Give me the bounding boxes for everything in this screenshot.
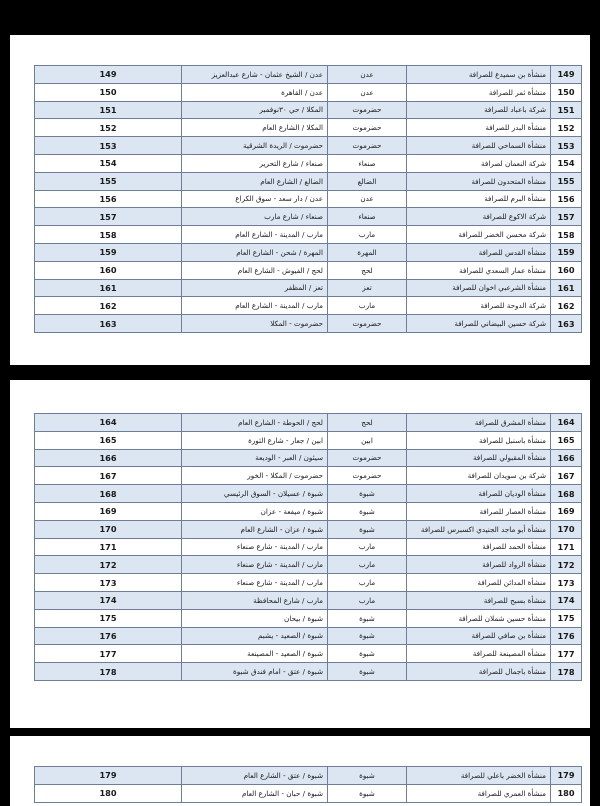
- row-number-right: 173: [551, 574, 582, 592]
- company-name-cell: منشأة الحمد للصرافة: [407, 538, 551, 556]
- row-number-right: 175: [551, 609, 582, 627]
- company-name-cell: منشأة البرم للصرافة: [407, 190, 551, 208]
- table-row: [35, 154, 582, 172]
- row-number-right: 177: [551, 645, 582, 663]
- company-name-cell: شركة حسين البيضاني للصرافة: [407, 315, 551, 333]
- row-number-left: 172: [35, 556, 182, 574]
- row-number-left: 150: [35, 83, 182, 101]
- address-cell: شبوة / عتق - امام فندق شبوة: [182, 663, 328, 681]
- governorate-cell: مارب: [328, 226, 407, 244]
- address-cell: حضرموت - المكلا: [182, 315, 328, 333]
- governorate-cell: شبوة: [328, 784, 407, 802]
- governorate-cell: ابين: [328, 431, 407, 449]
- governorate-cell: مارب: [328, 297, 407, 315]
- governorate-cell: شبوة: [328, 645, 407, 663]
- row-number-left: 179: [35, 767, 182, 785]
- governorate-cell: شبوة: [328, 520, 407, 538]
- row-number-left: 174: [35, 591, 182, 609]
- table-row: [35, 190, 582, 208]
- company-name-cell: منشأة أبو ماجد الجنيدي اكسبرس للصرافة: [407, 520, 551, 538]
- table-row: [35, 502, 582, 520]
- table-row: [35, 784, 582, 802]
- row-number-left: 167: [35, 467, 182, 485]
- row-number-right: 149: [551, 66, 582, 84]
- address-cell: عدن / الشيخ عثمان - شارع عبدالعزيز: [182, 66, 328, 84]
- governorate-cell: صنعاء: [328, 154, 407, 172]
- table-row: [35, 119, 582, 137]
- address-cell: حضرموت / المكلا - الخور: [182, 467, 328, 485]
- address-cell: مارب / المدينة - شارع صنعاء: [182, 538, 328, 556]
- company-name-cell: منشأة ثمر للصرافة: [407, 83, 551, 101]
- row-number-left: 158: [35, 226, 182, 244]
- company-name-cell: منشأة باسنبل للصرافة: [407, 431, 551, 449]
- address-cell: شبوة / عزان - الشارع العام: [182, 520, 328, 538]
- row-number-left: 159: [35, 243, 182, 261]
- exchange-table-2: [34, 413, 582, 681]
- address-cell: شبوة / عتق - الشارع العام: [182, 767, 328, 785]
- row-number-right: 171: [551, 538, 582, 556]
- governorate-cell: الضالع: [328, 172, 407, 190]
- company-name-cell: منشأة الشرعبي اخوان للصرافة: [407, 279, 551, 297]
- address-cell: شبوة / الصعيد - يشبم: [182, 627, 328, 645]
- row-number-right: 166: [551, 449, 582, 467]
- table-row: [35, 431, 582, 449]
- governorate-cell: حضرموت: [328, 101, 407, 119]
- address-cell: شبوة / الصعيد - المصينعة: [182, 645, 328, 663]
- row-number-right: 169: [551, 502, 582, 520]
- company-name-cell: منشأة الرواد للصرافة: [407, 556, 551, 574]
- governorate-cell: شبوة: [328, 609, 407, 627]
- governorate-cell: حضرموت: [328, 315, 407, 333]
- row-number-right: 180: [551, 784, 582, 802]
- row-number-left: 163: [35, 315, 182, 333]
- address-cell: مارب / المدينة - شارع صنعاء: [182, 574, 328, 592]
- row-number-right: 152: [551, 119, 582, 137]
- row-number-left: 178: [35, 663, 182, 681]
- row-number-right: 168: [551, 485, 582, 503]
- row-number-right: 151: [551, 101, 582, 119]
- table-row: [35, 279, 582, 297]
- row-number-right: 158: [551, 226, 582, 244]
- address-cell: تعز / المظفر: [182, 279, 328, 297]
- address-cell: مارب / المدينة - شارع صنعاء: [182, 556, 328, 574]
- address-cell: شبوة / حبان - الشارع العام: [182, 784, 328, 802]
- company-name-cell: منشأة بسبح للصرافة: [407, 591, 551, 609]
- row-number-left: 160: [35, 261, 182, 279]
- row-number-left: 161: [35, 279, 182, 297]
- row-number-right: 157: [551, 208, 582, 226]
- address-cell: الضالع / الشارع العام: [182, 172, 328, 190]
- table-row: [35, 591, 582, 609]
- document-page-2: [10, 380, 590, 728]
- address-cell: عدن / القاهرة: [182, 83, 328, 101]
- governorate-cell: تعز: [328, 279, 407, 297]
- governorate-cell: مارب: [328, 574, 407, 592]
- table-row: [35, 538, 582, 556]
- row-number-left: 170: [35, 520, 182, 538]
- address-cell: سيئون / العبر - الوديعة: [182, 449, 328, 467]
- company-name-cell: منشأة الوديان للصرافة: [407, 485, 551, 503]
- document-page-1: [10, 35, 590, 365]
- table-row: [35, 83, 582, 101]
- governorate-cell: صنعاء: [328, 208, 407, 226]
- address-cell: صنعاء / شارع مارب: [182, 208, 328, 226]
- governorate-cell: مارب: [328, 538, 407, 556]
- row-number-left: 152: [35, 119, 182, 137]
- company-name-cell: منشأة البدر للصرافة: [407, 119, 551, 137]
- company-name-cell: شركة بن سويدان للصرافة: [407, 467, 551, 485]
- table-row: [35, 414, 582, 432]
- table-row: [35, 172, 582, 190]
- company-name-cell: منشأة عمار السعدي للصرافة: [407, 261, 551, 279]
- company-name-cell: منشأة السماحي للصرافة: [407, 137, 551, 155]
- row-number-left: 156: [35, 190, 182, 208]
- row-number-right: 161: [551, 279, 582, 297]
- row-number-left: 166: [35, 449, 182, 467]
- row-number-left: 157: [35, 208, 182, 226]
- address-cell: صنعاء / شارع التحرير: [182, 154, 328, 172]
- table-row: [35, 627, 582, 645]
- table-row: [35, 767, 582, 785]
- company-name-cell: منشأة بن سميدع للصرافة: [407, 66, 551, 84]
- row-number-right: 163: [551, 315, 582, 333]
- table-row: [35, 449, 582, 467]
- company-name-cell: منشأة القدس للصرافة: [407, 243, 551, 261]
- governorate-cell: حضرموت: [328, 119, 407, 137]
- governorate-cell: شبوة: [328, 663, 407, 681]
- governorate-cell: حضرموت: [328, 449, 407, 467]
- table-row: [35, 520, 582, 538]
- table-row: [35, 556, 582, 574]
- governorate-cell: مارب: [328, 591, 407, 609]
- address-cell: شبوة / بيحان: [182, 609, 328, 627]
- table-row: [35, 297, 582, 315]
- row-number-left: 164: [35, 414, 182, 432]
- row-number-right: 159: [551, 243, 582, 261]
- row-number-left: 168: [35, 485, 182, 503]
- table-row: [35, 485, 582, 503]
- row-number-left: 171: [35, 538, 182, 556]
- row-number-left: 149: [35, 66, 182, 84]
- governorate-cell: حضرموت: [328, 467, 407, 485]
- governorate-cell: عدن: [328, 190, 407, 208]
- address-cell: المهرة / شحن - الشارع العام: [182, 243, 328, 261]
- table-row: [35, 261, 582, 279]
- row-number-right: 176: [551, 627, 582, 645]
- governorate-cell: شبوة: [328, 502, 407, 520]
- exchange-table-3: [34, 766, 582, 803]
- address-cell: لحج / الفيوش - الشارع العام: [182, 261, 328, 279]
- company-name-cell: منشأة المصينعة للصرافة: [407, 645, 551, 663]
- table-row: [35, 208, 582, 226]
- row-number-left: 165: [35, 431, 182, 449]
- governorate-cell: شبوة: [328, 485, 407, 503]
- row-number-left: 177: [35, 645, 182, 663]
- address-cell: عدن / دار سعد - سوق الكراع: [182, 190, 328, 208]
- address-cell: حضرموت / الريدة الشرقية: [182, 137, 328, 155]
- address-cell: شبوة / عسيلان - السوق الرئيسي: [182, 485, 328, 503]
- row-number-left: 176: [35, 627, 182, 645]
- row-number-left: 153: [35, 137, 182, 155]
- row-number-right: 174: [551, 591, 582, 609]
- company-name-cell: منشأة المقبولي للصرافة: [407, 449, 551, 467]
- row-number-right: 165: [551, 431, 582, 449]
- address-cell: مارب / شارع المحافظة: [182, 591, 328, 609]
- row-number-left: 180: [35, 784, 182, 802]
- company-name-cell: شركة باعباد للصرافة: [407, 101, 551, 119]
- company-name-cell: منشأة العمري للصرافة: [407, 784, 551, 802]
- table-row: [35, 609, 582, 627]
- governorate-cell: عدن: [328, 66, 407, 84]
- row-number-right: 178: [551, 663, 582, 681]
- address-cell: المكلا / الشارع العام: [182, 119, 328, 137]
- governorate-cell: شبوة: [328, 627, 407, 645]
- row-number-left: 154: [35, 154, 182, 172]
- table-row: [35, 243, 582, 261]
- company-name-cell: منشأة الخضر باعلي للصرافة: [407, 767, 551, 785]
- row-number-right: 172: [551, 556, 582, 574]
- company-name-cell: منشأة المتحدون للصرافة: [407, 172, 551, 190]
- table-row: [35, 574, 582, 592]
- company-name-cell: شركة الاكوع للصرافة: [407, 208, 551, 226]
- company-name-cell: منشأة باجمال للصرافة: [407, 663, 551, 681]
- exchange-table-1: [34, 65, 582, 333]
- table-row: [35, 645, 582, 663]
- governorate-cell: حضرموت: [328, 137, 407, 155]
- row-number-right: 162: [551, 297, 582, 315]
- row-number-right: 160: [551, 261, 582, 279]
- row-number-left: 155: [35, 172, 182, 190]
- row-number-left: 169: [35, 502, 182, 520]
- table-row: [35, 663, 582, 681]
- row-number-right: 164: [551, 414, 582, 432]
- address-cell: مارب / المدينة - الشارع العام: [182, 226, 328, 244]
- governorate-cell: لحج: [328, 414, 407, 432]
- document-page-3: [10, 736, 590, 806]
- governorate-cell: المهرة: [328, 243, 407, 261]
- table-row: [35, 226, 582, 244]
- address-cell: ابين / جعار - شارع الثورة: [182, 431, 328, 449]
- company-name-cell: منشأة العصار للصرافة: [407, 502, 551, 520]
- governorate-cell: لحج: [328, 261, 407, 279]
- row-number-right: 167: [551, 467, 582, 485]
- table-row: [35, 137, 582, 155]
- row-number-left: 175: [35, 609, 182, 627]
- governorate-cell: شبوة: [328, 767, 407, 785]
- company-name-cell: شركة الدوحة للصرافة: [407, 297, 551, 315]
- table-row: [35, 467, 582, 485]
- address-cell: لحج / الحوطة - الشارع العام: [182, 414, 328, 432]
- address-cell: المكلا / حي ٣٠نوفمبر: [182, 101, 328, 119]
- company-name-cell: منشأة حسين شملان للصرافة: [407, 609, 551, 627]
- company-name-cell: شركة محسن الخضر للصرافة: [407, 226, 551, 244]
- row-number-right: 170: [551, 520, 582, 538]
- row-number-left: 173: [35, 574, 182, 592]
- row-number-right: 153: [551, 137, 582, 155]
- governorate-cell: مارب: [328, 556, 407, 574]
- row-number-right: 179: [551, 767, 582, 785]
- table-row: [35, 101, 582, 119]
- company-name-cell: منشأة بن صافي للصرافة: [407, 627, 551, 645]
- row-number-left: 162: [35, 297, 182, 315]
- row-number-right: 155: [551, 172, 582, 190]
- address-cell: مارب / المدينة - الشارع العام: [182, 297, 328, 315]
- row-number-right: 150: [551, 83, 582, 101]
- governorate-cell: عدن: [328, 83, 407, 101]
- row-number-right: 154: [551, 154, 582, 172]
- table-row: [35, 66, 582, 84]
- company-name-cell: شركة النعمان لصرافة: [407, 154, 551, 172]
- company-name-cell: منشأة المدائن للصرافة: [407, 574, 551, 592]
- row-number-left: 151: [35, 101, 182, 119]
- table-row: [35, 315, 582, 333]
- row-number-right: 156: [551, 190, 582, 208]
- address-cell: شبوة / ميفعة - عزان: [182, 502, 328, 520]
- company-name-cell: منشأة المشرق للصرافة: [407, 414, 551, 432]
